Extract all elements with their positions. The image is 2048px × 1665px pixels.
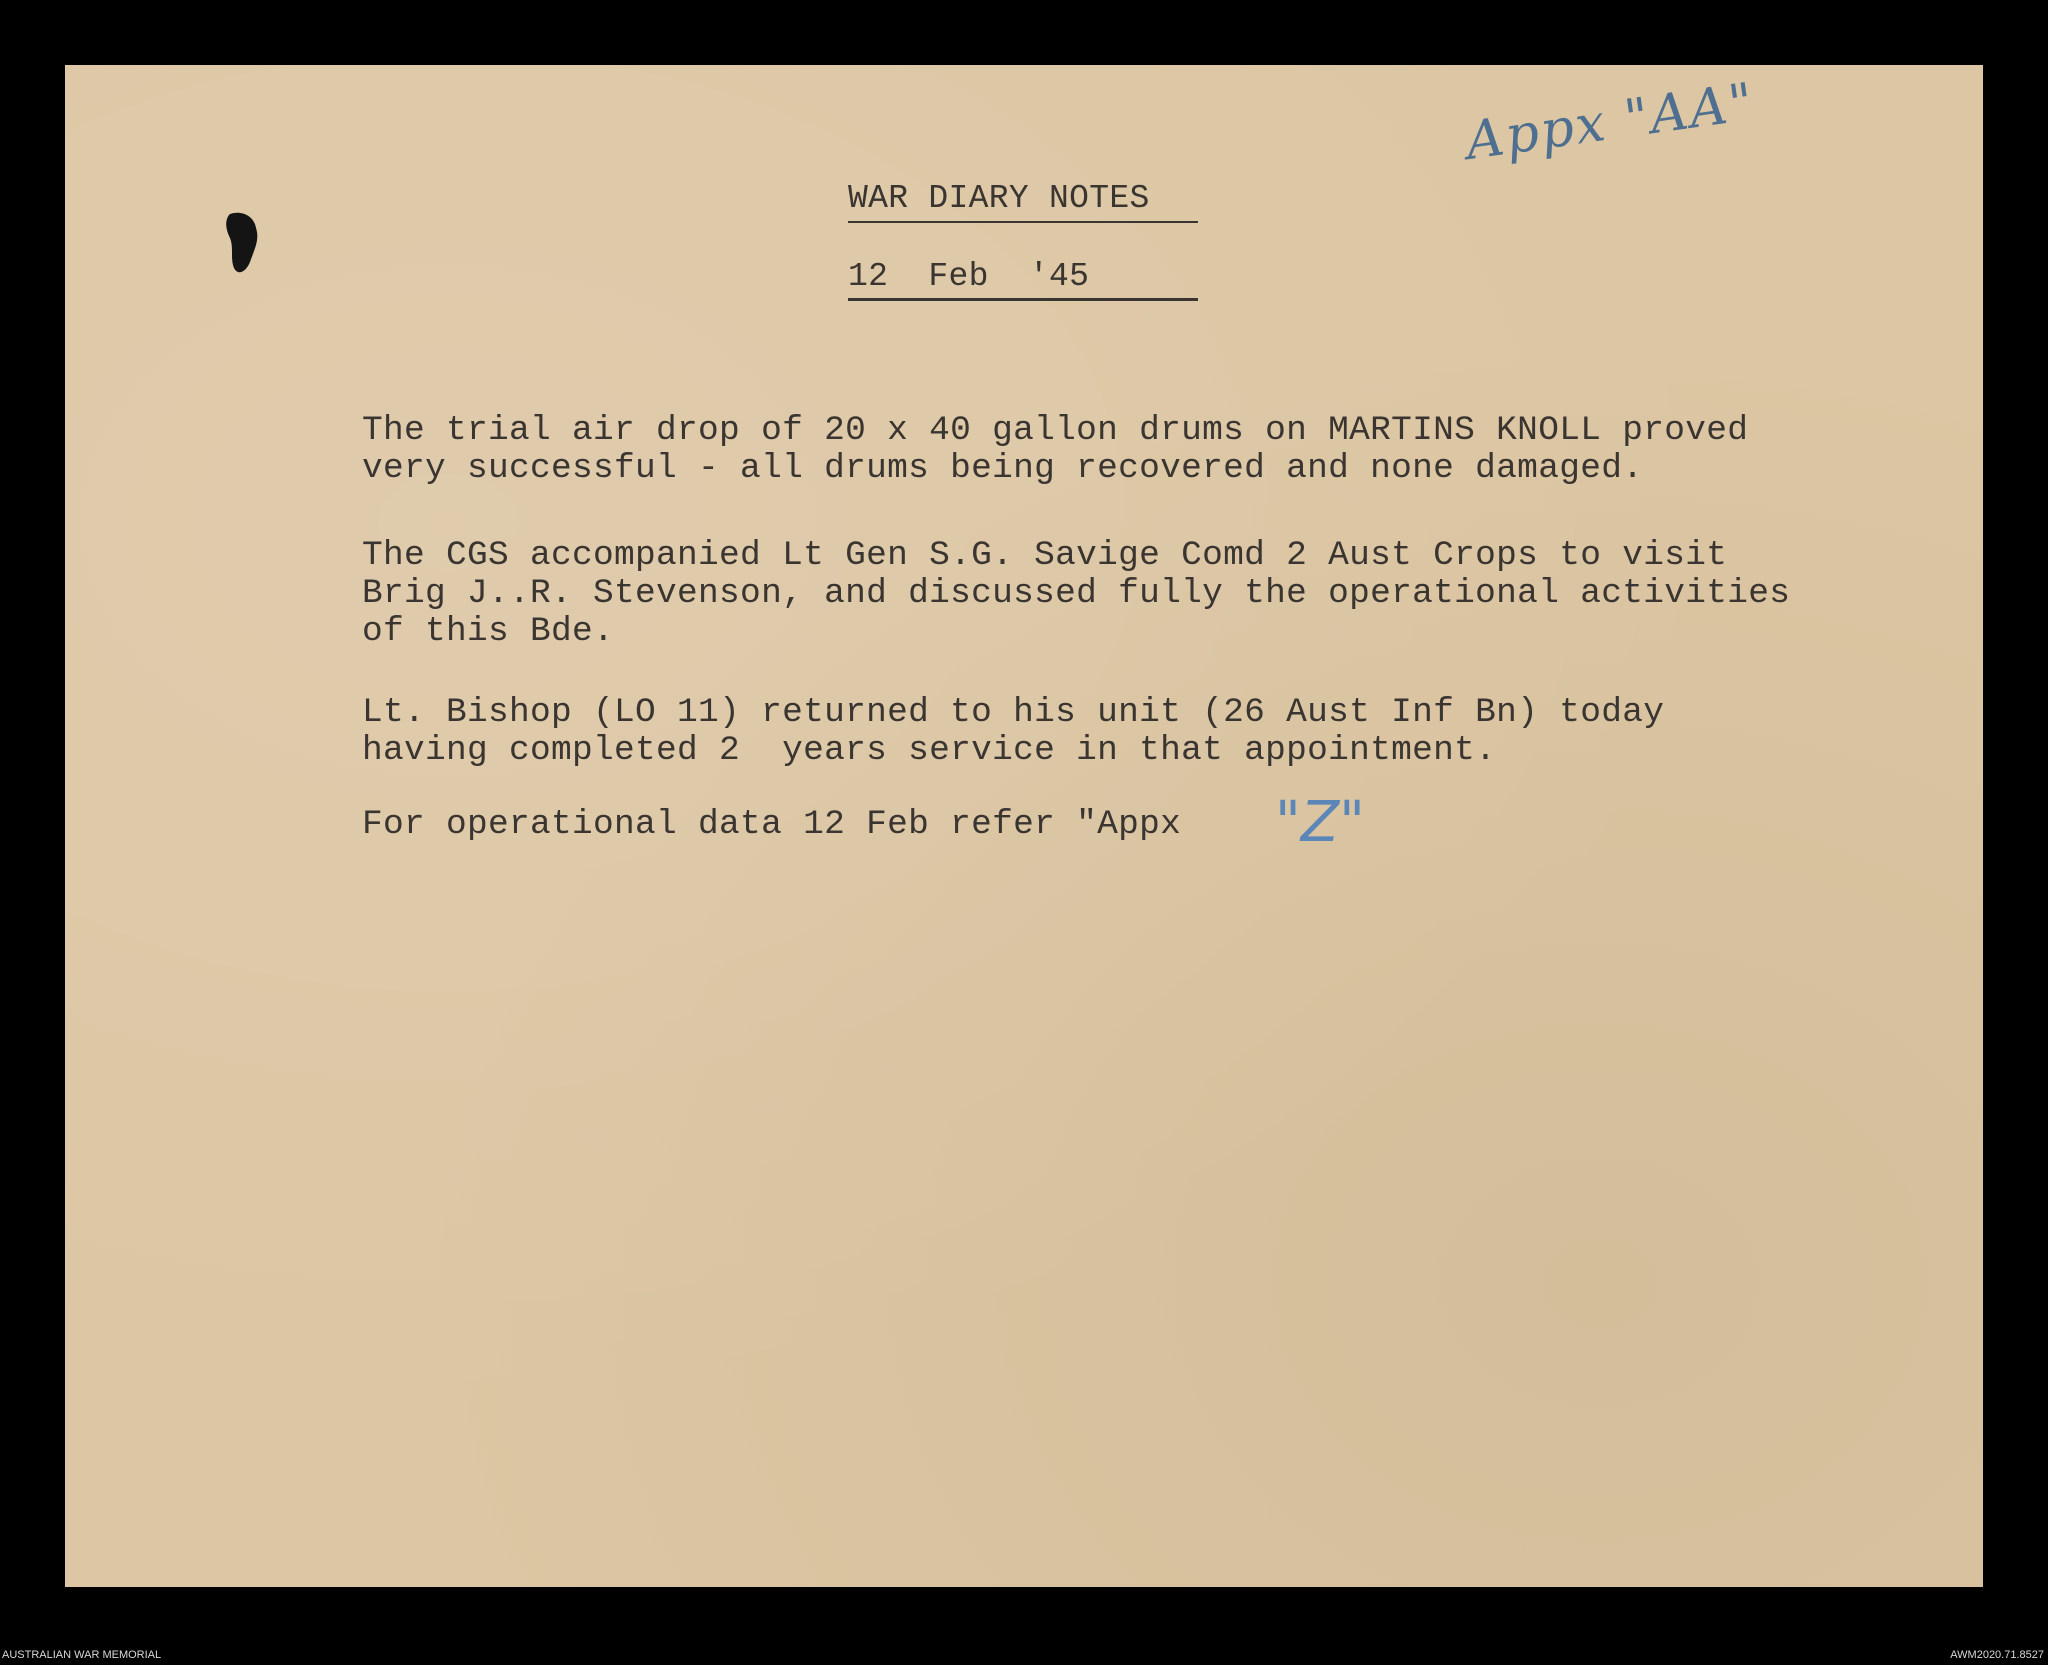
date-line: 12 Feb '45 [848,258,1090,295]
appendix-handwritten-mark: Appx "AA" [1462,72,1759,172]
title-underline [848,221,1198,223]
paragraph-air-drop: The trial air drop of 20 x 40 gallon drums on MARTINS KNOLL proved very successful - all drums being recovered and none damaged. [362,411,1749,488]
footer-institution: AUSTRALIAN WAR MEMORIAL [2,1649,162,1661]
footer-accession-number: AWM2020.71.8527 [1950,1649,2044,1661]
page-title: WAR DIARY NOTES [848,180,1150,217]
punch-hole [224,210,262,280]
appendix-z-handwritten: "Z" [1275,790,1365,855]
paragraph-lt-bishop: Lt. Bishop (LO 11) returned to his unit (26 Aust Inf Bn) today having completed 2 years service in that appointment. [362,693,1665,770]
date-underline [848,298,1198,301]
paragraph-cgs-visit: The CGS accompanied Lt Gen S.G. Savige Comd 2 Aust Crops to visit Brig J..R. Stevenson, and discussed fully the operational activities of this Bde. [362,536,1791,651]
paragraph-operational-data: For operational data 12 Feb refer "Appx [362,805,1182,844]
